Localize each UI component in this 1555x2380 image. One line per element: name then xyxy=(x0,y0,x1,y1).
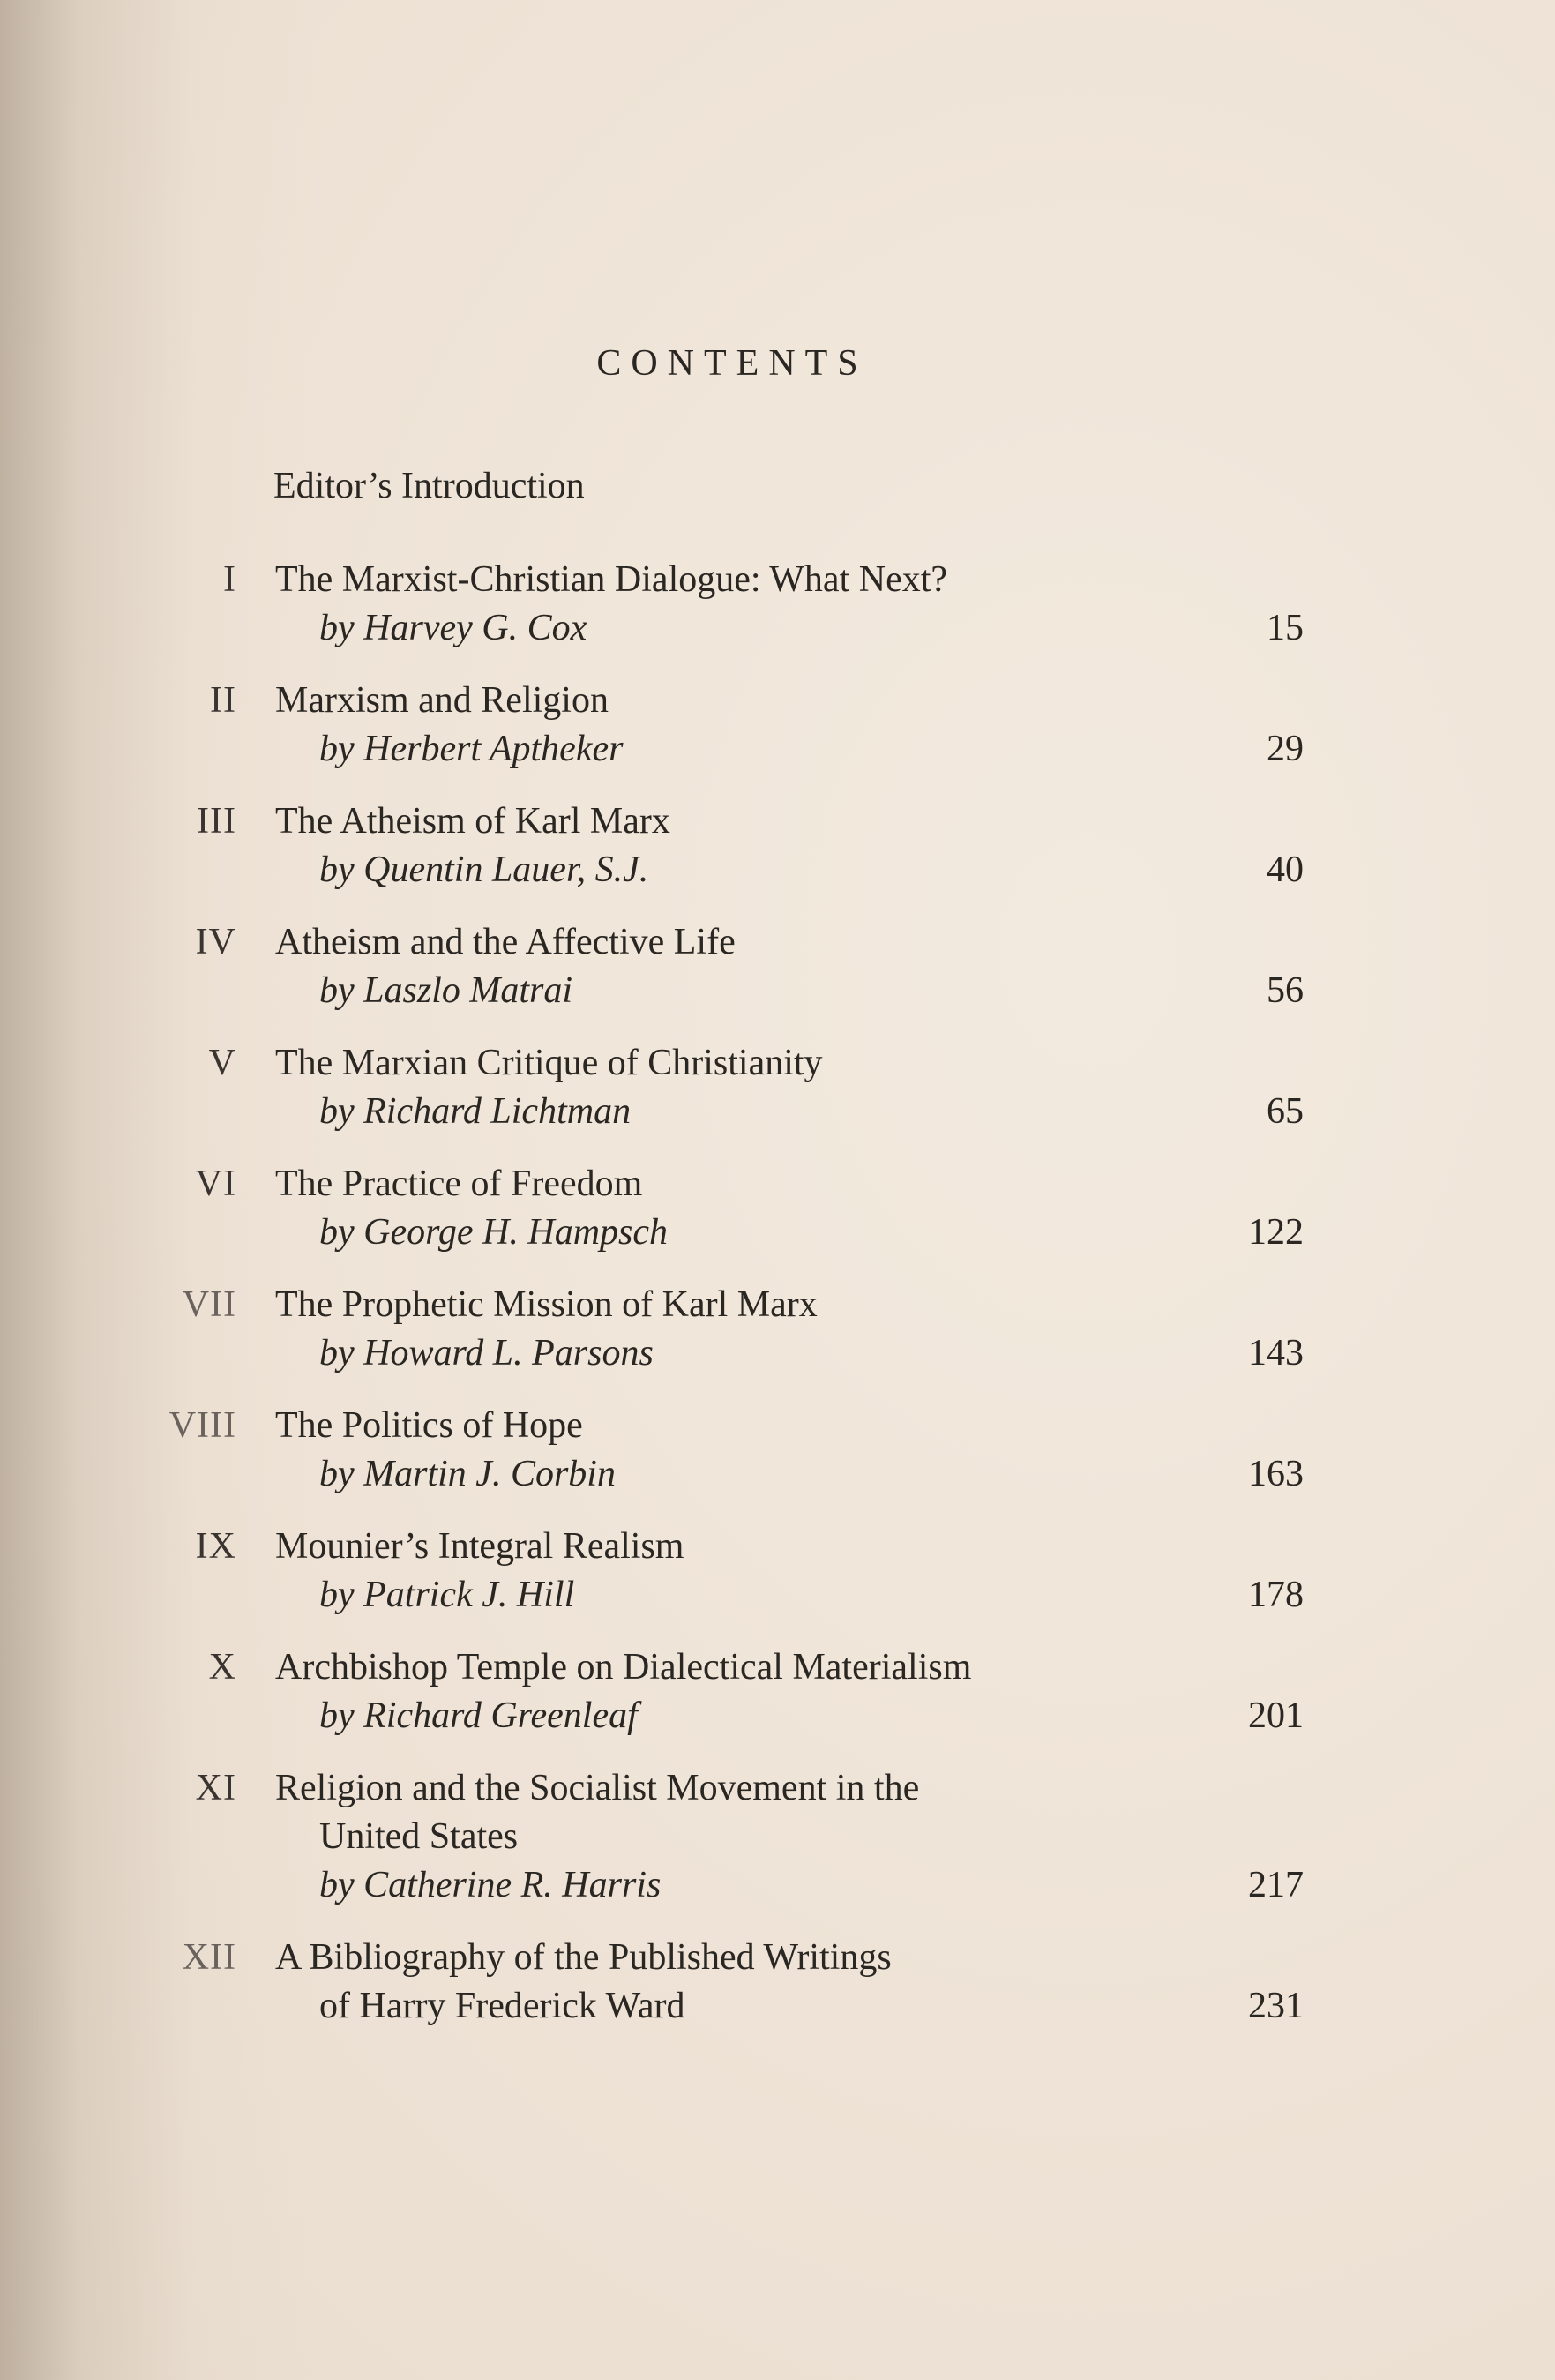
entry-text xyxy=(275,556,1157,653)
chapter-author: by Richard Greenleaf xyxy=(319,1695,638,1736)
page-number: 163 xyxy=(1248,1454,1304,1494)
chapter-author: by Martin J. Corbin xyxy=(319,1454,616,1494)
chapter-numeral: XII xyxy=(182,1937,236,1978)
chapter-numeral: VII xyxy=(182,1284,236,1325)
chapter-numeral: X xyxy=(208,1647,236,1688)
page-number: 65 xyxy=(1267,1091,1304,1132)
chapter-title: Religion and the Socialist Movement in the xyxy=(275,1768,920,1808)
entry-text xyxy=(275,1764,1157,1910)
page-number: 40 xyxy=(1267,849,1304,890)
chapter-title: Marxism and Religion xyxy=(275,680,609,721)
entry-text xyxy=(275,797,1157,894)
chapter-title: The Marxist-Christian Dialogue: What Next? xyxy=(275,559,948,600)
chapter-author: by Catherine R. Harris xyxy=(319,1865,662,1905)
entry-text xyxy=(275,1281,1157,1378)
chapter-numeral: II xyxy=(210,680,236,721)
entry-text xyxy=(275,677,1157,774)
contents-heading: CONTENTS xyxy=(596,343,868,384)
page-number: 143 xyxy=(1248,1333,1304,1373)
chapter-title: of Harry Frederick Ward xyxy=(319,1986,685,2026)
page-number: 178 xyxy=(1248,1575,1304,1615)
entry-text xyxy=(275,1523,1157,1620)
chapter-title: The Marxian Critique of Christianity xyxy=(275,1043,823,1083)
chapter-author: by Herbert Aptheker xyxy=(319,729,624,769)
entry-text xyxy=(275,1039,1157,1136)
chapter-author: by George H. Hampsch xyxy=(319,1212,669,1253)
chapter-numeral: XI xyxy=(195,1768,236,1808)
entry-text xyxy=(275,1643,1157,1740)
chapter-numeral: VIII xyxy=(168,1405,236,1446)
chapter-title: Mounier’s Integral Realism xyxy=(275,1526,684,1567)
page-number: 231 xyxy=(1248,1986,1304,2026)
entry-text xyxy=(275,1160,1157,1257)
chapter-title: The Practice of Freedom xyxy=(275,1164,643,1204)
chapter-author: by Laszlo Matrai xyxy=(319,970,573,1011)
page-number: 56 xyxy=(1267,970,1304,1011)
entry-text xyxy=(275,1402,1157,1499)
page-number: 29 xyxy=(1267,729,1304,769)
chapter-numeral: III xyxy=(197,801,236,842)
editors-introduction: Editor’s Introduction xyxy=(273,466,585,506)
chapter-title: A Bibliography of the Published Writings xyxy=(275,1937,892,1978)
page-number: 201 xyxy=(1248,1695,1304,1736)
page-number: 122 xyxy=(1248,1212,1304,1253)
chapter-numeral: IV xyxy=(195,922,236,962)
page-number: 217 xyxy=(1248,1865,1304,1905)
chapter-author: by Quentin Lauer, S.J. xyxy=(319,849,649,890)
chapter-numeral: VI xyxy=(195,1164,236,1204)
chapter-author: by Howard L. Parsons xyxy=(319,1333,654,1373)
page-number: 15 xyxy=(1267,608,1304,648)
entry-text xyxy=(275,918,1157,1015)
chapter-title: The Prophetic Mission of Karl Marx xyxy=(275,1284,818,1325)
chapter-numeral: IX xyxy=(195,1526,236,1567)
chapter-numeral: V xyxy=(208,1043,236,1083)
chapter-title: The Atheism of Karl Marx xyxy=(275,801,670,842)
chapter-title: Atheism and the Affective Life xyxy=(275,922,736,962)
chapter-author: by Richard Lichtman xyxy=(319,1091,632,1132)
chapter-author: by Harvey G. Cox xyxy=(319,608,587,648)
chapter-title: Archbishop Temple on Dialectical Materialism xyxy=(275,1647,972,1688)
chapter-title: The Politics of Hope xyxy=(275,1405,583,1446)
chapter-numeral: I xyxy=(223,559,236,600)
chapter-author: by Patrick J. Hill xyxy=(319,1575,575,1615)
chapter-title: United States xyxy=(319,1816,519,1857)
entry-text xyxy=(275,1934,1157,2031)
